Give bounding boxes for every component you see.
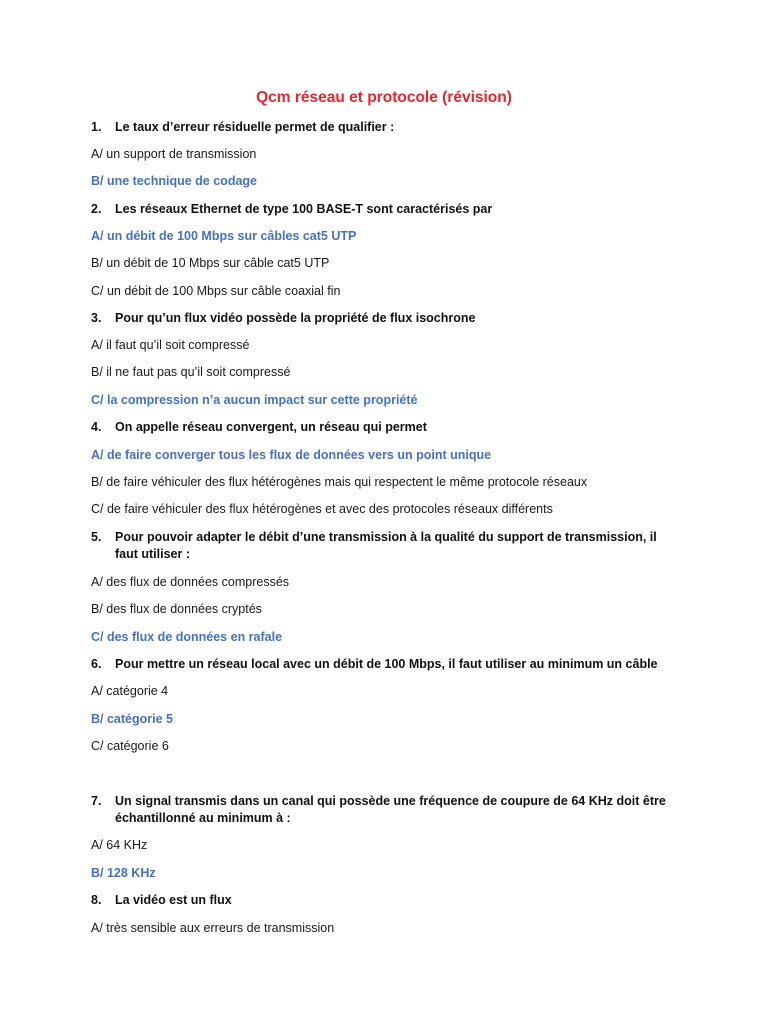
question-number: 5. bbox=[91, 530, 102, 544]
answer-6b-correct: B/ catégorie 5 bbox=[91, 712, 173, 726]
question-2 bbox=[91, 201, 492, 217]
question-3 bbox=[91, 310, 475, 326]
question-7-continuation: échantillonné au minimum à : bbox=[115, 811, 291, 825]
question-4 bbox=[91, 419, 427, 435]
question-text: Pour mettre un réseau local avec un débit de 100 Mbps, il faut utiliser au minimum un câble bbox=[115, 657, 658, 671]
answer-8a: A/ très sensible aux erreurs de transmission bbox=[91, 921, 335, 935]
answer-5b: B/ des flux de données cryptés bbox=[91, 602, 262, 616]
question-text: On appelle réseau convergent, un réseau qui permet bbox=[115, 420, 427, 434]
answer-5a: A/ des flux de données compressés bbox=[91, 575, 290, 589]
question-text: Pour pouvoir adapter le débit d’une transmission à la qualité du support de transmission, il bbox=[115, 530, 657, 544]
question-text: Les réseaux Ethernet de type 100 BASE-T sont caractérisés par bbox=[115, 202, 493, 216]
answer-4c: C/ de faire véhiculer des flux hétérogènes et avec des protocoles réseaux différents bbox=[91, 502, 553, 516]
answer-6a: A/ catégorie 4 bbox=[91, 684, 169, 698]
question-7 bbox=[91, 793, 666, 809]
answer-7a: A/ 64 KHz bbox=[91, 838, 148, 852]
question-5-continuation: faut utiliser : bbox=[115, 547, 191, 561]
answer-1a: A/ un support de transmission bbox=[91, 147, 257, 161]
answer-6c: C/ catégorie 6 bbox=[91, 739, 169, 753]
answer-3c-correct: C/ la compression n’a aucun impact sur cette propriété bbox=[91, 393, 418, 407]
question-text: La vidéo est un flux bbox=[115, 893, 232, 907]
document-title: Qcm réseau et protocole (révision) bbox=[256, 89, 512, 106]
answer-2a-correct: A/ un débit de 100 Mbps sur câbles cat5 UTP bbox=[91, 229, 357, 243]
answer-7b-correct: B/ 128 KHz bbox=[91, 866, 156, 880]
question-5 bbox=[91, 529, 657, 545]
question-text: Un signal transmis dans un canal qui possède une fréquence de coupure de 64 KHz doit être bbox=[115, 794, 666, 808]
question-1 bbox=[91, 119, 394, 135]
question-text: Pour qu’un flux vidéo possède la propriété de flux isochrone bbox=[115, 311, 476, 325]
answer-3a: A/ il faut qu’il soit compressé bbox=[91, 338, 250, 352]
question-number: 1. bbox=[91, 120, 102, 134]
answer-2b: B/ un débit de 10 Mbps sur câble cat5 UTP bbox=[91, 256, 330, 270]
answer-4b: B/ de faire véhiculer des flux hétérogènes mais qui respectent le même protocole réseaux bbox=[91, 475, 588, 489]
question-number: 7. bbox=[91, 794, 102, 808]
question-text: Le taux d’erreur résiduelle permet de qualifier : bbox=[115, 120, 395, 134]
answer-1b-correct: B/ une technique de codage bbox=[91, 174, 257, 188]
question-8 bbox=[91, 892, 232, 908]
question-number: 3. bbox=[91, 311, 102, 325]
question-number: 2. bbox=[91, 202, 102, 216]
question-number: 4. bbox=[91, 420, 102, 434]
answer-3b: B/ il ne faut pas qu’il soit compressé bbox=[91, 365, 291, 379]
question-6 bbox=[91, 656, 658, 672]
question-number: 8. bbox=[91, 893, 102, 907]
answer-5c-correct: C/ des flux de données en rafale bbox=[91, 630, 283, 644]
answer-4a-correct: A/ de faire converger tous les flux de données vers un point unique bbox=[91, 448, 492, 462]
answer-2c: C/ un débit de 100 Mbps sur câble coaxial fin bbox=[91, 284, 341, 298]
question-number: 6. bbox=[91, 657, 102, 671]
